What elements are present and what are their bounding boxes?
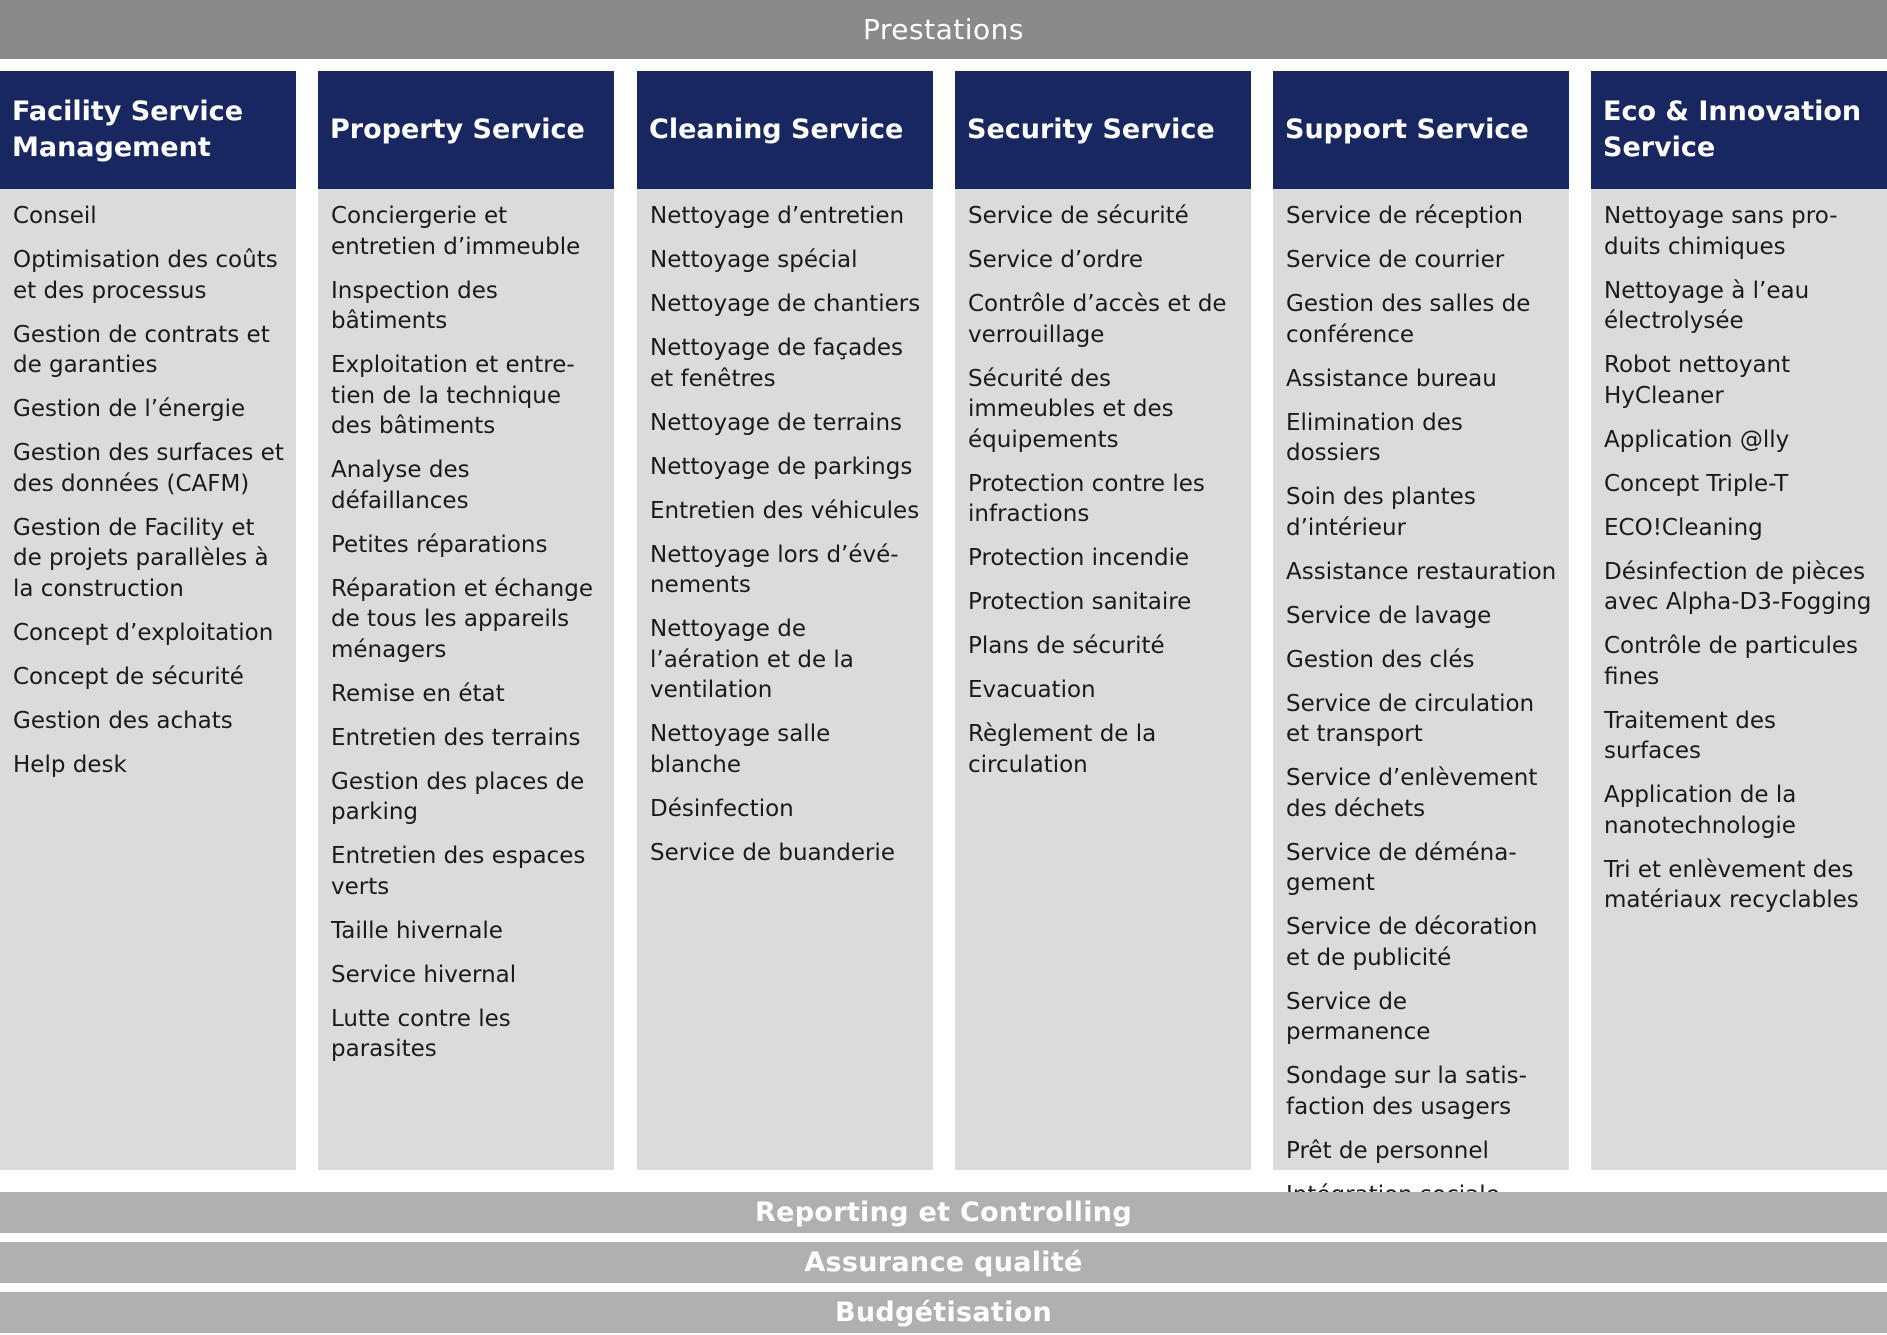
service-item: Gestion de l’énergie: [13, 396, 246, 422]
service-item: Protection incendie: [968, 545, 1190, 571]
service-item: Gestion des clés: [1286, 646, 1475, 673]
column-item-list: [955, 189, 1251, 780]
column-header: [955, 71, 1251, 189]
service-item: Entretien des terrains: [331, 724, 581, 751]
service-item: Nettoyage de terrains: [650, 409, 903, 436]
column-header: [1273, 71, 1569, 189]
service-item: Service de sécurité: [968, 203, 1189, 229]
prestations-header: [0, 0, 1887, 59]
service-item: Robot nettoyant HyCleaner: [1604, 352, 1791, 409]
service-item: Règlement de la circulation: [968, 721, 1157, 778]
service-item: Conciergerie et entretien d’immeuble: [331, 203, 581, 260]
service-item: Prêt de personnel: [1286, 1137, 1489, 1164]
service-item: Service de décoration et de publicité: [1286, 914, 1538, 971]
service-item: Elimination des dossiers: [1286, 409, 1463, 466]
column-header: [0, 71, 296, 189]
service-item: Nettoyage de parkings: [650, 453, 913, 480]
column-title: Cleaning Service: [649, 114, 904, 145]
column-title: Support Service: [1285, 114, 1529, 145]
service-item: Entretien des espaces verts: [331, 843, 586, 900]
service-item: Réparation et échange de tous les appareils ménagers: [331, 575, 593, 663]
service-item: Concept Triple-T: [1604, 470, 1789, 497]
service-item: Concept d’exploitation: [13, 619, 274, 646]
service-item: Assistance bureau: [1286, 365, 1497, 392]
bar-assurance-qualite: [0, 1242, 1887, 1283]
column-item-list: [637, 189, 933, 868]
service-item: Protection sanitaire: [968, 589, 1192, 615]
column-title: Facility Service Management: [12, 96, 244, 163]
column-header: [1591, 71, 1887, 189]
bar-label: Reporting et Controlling: [755, 1197, 1132, 1228]
service-item: Gestion de Facility et de projets parallèles à la construction: [13, 514, 269, 602]
service-item: Service de lavage: [1286, 602, 1492, 629]
service-item: Plans de sécurité: [968, 633, 1165, 659]
column-header: [637, 71, 933, 189]
service-item: Nettoyage salle blanche: [650, 721, 831, 778]
service-item: Service de déména-gement: [1286, 839, 1517, 896]
column-facility-service-management: [0, 71, 296, 1170]
service-item: Lutte contre les parasites: [331, 1005, 511, 1062]
service-item: Entretien des véhicules: [650, 497, 920, 524]
service-item: Evacuation: [968, 677, 1096, 703]
service-item: ECO!Cleaning: [1604, 514, 1763, 541]
service-item: Exploitation et entre-tien de la technique des bâtiments: [331, 352, 575, 439]
column-title: Eco & Innovation Service: [1603, 96, 1862, 163]
column-title: Property Service: [330, 114, 585, 145]
service-item: Traitement des surfaces: [1604, 707, 1776, 764]
service-item: Service hivernal: [331, 961, 517, 988]
service-item: Désinfection de pièces avec Alpha-D3-Fogging: [1604, 558, 1872, 615]
service-columns: [0, 71, 1887, 1170]
service-item: Contrôle d’accès et de verrouillage: [968, 291, 1227, 348]
service-item: Nettoyage d’entretien: [650, 203, 905, 229]
service-item: Service d’ordre: [968, 247, 1144, 273]
service-item: Application de la nanotechnologie: [1604, 782, 1797, 839]
service-item: Optimisation des coûts et des processus: [13, 247, 278, 304]
service-item: Nettoyage lors d’évé-nements: [650, 541, 899, 598]
service-item: Help desk: [13, 751, 127, 778]
prestations-title: Prestations: [863, 13, 1024, 46]
service-item: Service de buanderie: [650, 839, 895, 866]
service-item: Remise en état: [331, 680, 505, 707]
column-item-list: [1273, 189, 1569, 1210]
column-property-service: [318, 71, 614, 1170]
service-item: Nettoyage de l’aération et de la ventilation: [650, 616, 854, 703]
bar-label: Assurance qualité: [804, 1247, 1083, 1278]
service-item: Service de circulation et transport: [1286, 690, 1535, 747]
service-item: Désinfection: [650, 795, 794, 822]
service-item: Protection contre les infractions: [968, 470, 1205, 527]
column-support-service: [1273, 71, 1569, 1170]
column-eco-innovation-service: [1591, 71, 1887, 1170]
service-item: Nettoyage sans pro-duits chimiques: [1604, 203, 1838, 260]
service-item: Analyse des défaillances: [331, 457, 470, 514]
service-item: Gestion des places de parking: [331, 768, 585, 825]
service-item: Service d’enlèvement des déchets: [1286, 765, 1538, 822]
column-security-service: [955, 71, 1251, 1170]
service-item: Assistance restauration: [1286, 558, 1557, 585]
service-item: Nettoyage à l’eau électrolysée: [1604, 277, 1810, 334]
bar-budgetisation: [0, 1292, 1887, 1333]
service-item: Conseil: [13, 203, 97, 229]
service-item: Nettoyage spécial: [650, 247, 858, 273]
service-item: Gestion des achats: [13, 707, 233, 734]
service-item: Application @lly: [1604, 426, 1790, 453]
bar-reporting-controlling: [0, 1192, 1887, 1233]
column-cleaning-service: [637, 71, 933, 1170]
service-item: Petites réparations: [331, 531, 548, 558]
column-title: Security Service: [967, 114, 1215, 145]
service-item: Nettoyage de chantiers: [650, 291, 921, 317]
column-header: [318, 71, 614, 189]
service-item: Soin des plantes d’intérieur: [1286, 484, 1476, 541]
column-item-list: [318, 189, 614, 1065]
service-item: Nettoyage de façades et fenêtres: [650, 335, 903, 392]
service-item: Contrôle de particules fines: [1604, 633, 1858, 690]
bar-label: Budgétisation: [834, 1297, 1053, 1328]
service-item: Sécurité des immeubles et des équipements: [968, 365, 1174, 453]
service-item: Gestion des salles de conférence: [1286, 291, 1531, 348]
service-item: Tri et enlèvement des matériaux recyclables: [1604, 856, 1859, 913]
column-item-list: [1591, 189, 1887, 916]
service-item: Service de permanence: [1286, 988, 1431, 1045]
service-item: Taille hivernale: [331, 917, 503, 944]
column-item-list: [0, 189, 296, 780]
service-item: Concept de sécurité: [13, 663, 244, 690]
service-item: Service de réception: [1286, 203, 1523, 229]
service-item: Gestion des surfaces et des données (CAFM): [13, 440, 284, 497]
service-item: Gestion de contrats et de garanties: [13, 321, 270, 378]
service-item: Inspection des bâtiments: [331, 277, 498, 334]
service-item: Service de courrier: [1286, 247, 1505, 273]
service-item: Sondage sur la satis-faction des usagers: [1286, 1063, 1527, 1120]
